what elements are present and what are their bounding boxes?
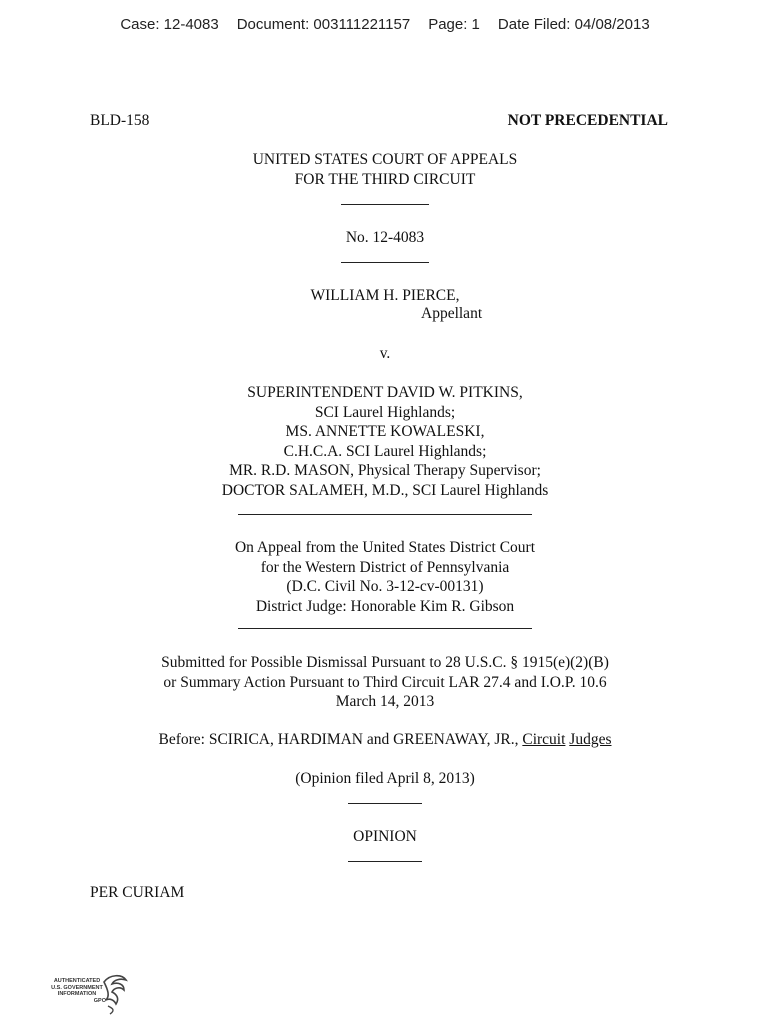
divider-6: [0, 846, 770, 862]
submission-line: or Summary Action Pursuant to Third Circuit LAR 27.4 and I.O.P. 10.6: [163, 673, 607, 691]
appellant-role: Appellant: [421, 305, 483, 322]
versus-text: v.: [379, 345, 391, 362]
appellant-name-text: WILLIAM H. PIERCE,: [310, 287, 460, 304]
eagle-icon: [100, 972, 130, 1016]
opinion-heading: [0, 827, 770, 847]
appeal-line: District Judge: Honorable Kim R. Gibson: [255, 597, 515, 615]
divider-3: [0, 500, 770, 515]
divider-1: [0, 189, 770, 205]
per-curiam: PER CURIAM: [90, 884, 185, 901]
court-name-line-2: FOR THE THIRD CIRCUIT: [294, 170, 476, 188]
divider-2: [0, 247, 770, 263]
panel-judges: [0, 731, 770, 749]
docket-code: BLD-158: [90, 112, 150, 129]
appellee-line: DOCTOR SALAMEH, M.D., SCI Laurel Highlands: [221, 481, 549, 499]
document-number: Document: 003111221157: [236, 16, 411, 33]
appellee-line: C.H.C.A. SCI Laurel Highlands;: [283, 442, 487, 460]
divider-4: [0, 614, 770, 629]
submission-info: [0, 653, 770, 712]
panel-judges-text: Before: SCIRICA, HARDIMAN and GREENAWAY, JR.,: [158, 731, 523, 748]
appellant-name: [0, 286, 770, 306]
versus: [0, 344, 770, 364]
opinion-filed: [0, 769, 770, 789]
submission-line: March 14, 2013: [335, 693, 435, 710]
appeal-line: (D.C. Civil No. 3-12-cv-00131): [286, 578, 484, 595]
page-number: Page: 1: [428, 16, 480, 33]
date-filed: Date Filed: 04/08/2013: [497, 16, 650, 33]
document-header: [0, 16, 770, 33]
opinion-filed-text: (Opinion filed April 8, 2013): [295, 770, 475, 787]
judges-word: Judges: [569, 731, 612, 748]
appellee-line: SUPERINTENDENT DAVID W. PITKINS,: [247, 384, 523, 401]
appellee-line: MR. R.D. MASON, Physical Therapy Supervisor;: [229, 462, 541, 479]
opinion-heading-text: OPINION: [353, 828, 417, 845]
submission-line: Submitted for Possible Dismissal Pursuant to 28 U.S.C. § 1915(e)(2)(B): [161, 654, 609, 671]
court-name-line-1: UNITED STATES COURT OF APPEALS: [252, 151, 518, 168]
gpo-seal-text: AUTHENTICATED U.S. GOVERNMENT INFORMATION GPO: [51, 978, 106, 1004]
appellee-line: MS. ANNETTE KOWALESKI,: [285, 423, 485, 440]
appeal-info: [0, 538, 770, 616]
divider-5: [0, 788, 770, 804]
precedential-status: NOT PRECEDENTIAL: [507, 112, 668, 129]
gpo-seal: [40, 970, 132, 1016]
appellee-line: SCI Laurel Highlands;: [314, 403, 456, 421]
appeal-line: for the Western District of Pennsylvania: [260, 558, 510, 576]
docket-number-text: No. 12-4083: [345, 229, 425, 246]
appeal-line: On Appeal from the United States District Court: [234, 539, 536, 556]
circuit-word: Circuit: [522, 731, 566, 748]
court-name: [0, 150, 770, 189]
docket-number: [0, 228, 770, 248]
appellees: [0, 383, 770, 500]
case-number: Case: 12-4083: [120, 16, 219, 33]
